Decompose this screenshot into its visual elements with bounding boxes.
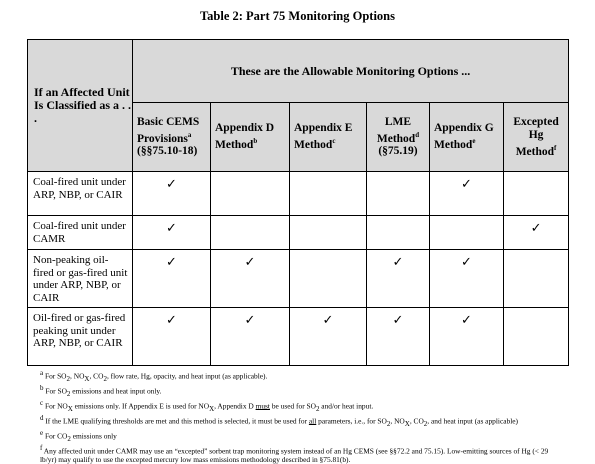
column-header-footnote-mark: f [554,143,557,152]
checkmark-icon: ✓ [367,250,430,308]
checkmark-icon: ✓ [504,216,569,250]
table-row [28,172,569,216]
column-header [133,103,211,172]
empty-cell [290,172,367,216]
empty-cell [430,216,504,250]
empty-cell [504,172,569,216]
unit-classification-cell: Coal-fired unit under ARP, NBP, or CAIR [28,172,133,216]
column-header [211,103,290,172]
checkmark-icon: ✓ [430,172,504,216]
checkmark-icon: ✓ [211,250,290,308]
checkmark-icon: ✓ [430,308,504,366]
column-header-label: Excepted Hg Method [513,115,559,158]
unit-classification-cell: Non-peaking oil-fired or gas-fired unit under ARP, NBP, or CAIR [28,250,133,308]
empty-cell [211,172,290,216]
column-header-footnote-mark: d [415,130,420,139]
checkmark-icon: ✓ [430,250,504,308]
empty-cell [504,250,569,308]
checkmark-icon: ✓ [211,308,290,366]
column-header-label: Appendix E Method [294,122,353,151]
column-header-label: Appendix D Method [215,122,275,151]
footnote-a: $^a$ For $SO_2$, $NO_X$, $CO_2$, flow rate, Hg, opacity, and heat input (as applicable). [40,369,268,383]
footnote-f: $^f$ Any affected unit under CAMR may use an “excepted” sorbent trap monitoring system instead of an Hg CEMS (see §§72.2 and 75.15). Low-emitting sources of Hg (< 29 lb/yr) may qualify to use the excepted mercury low mass emissions methodology described in §75.81(b). [40,443,549,464]
table-row [28,308,569,366]
empty-cell [290,216,367,250]
unit-classification-cell: Oil-fired or gas-fired peaking unit under ARP, NBP, or CAIR [28,308,133,366]
column-header-label: LME Method [376,115,416,145]
empty-cell [504,308,569,366]
table-row [28,216,569,250]
column-header-footnote-mark: b [253,137,258,146]
header-unit-classification: If an Affected Unit Is Classified as a . . . [28,40,133,172]
checkmark-icon: ✓ [367,308,430,366]
column-header [367,103,430,172]
column-header [504,103,569,172]
checkmark-icon: ✓ [133,308,211,366]
checkmark-icon: ✓ [290,308,367,366]
footnote-e: $^e$ For $CO_2$ emissions only [40,428,117,443]
column-header [290,103,367,172]
column-header-label: Basic CEMS Provisions [137,115,200,145]
column-header [430,103,504,172]
column-header-footnote-mark: a [187,130,192,139]
empty-cell [367,216,430,250]
column-header-section: (§75.19) [378,145,418,158]
column-header-section: (§§75.10-18) [137,145,198,158]
footnotes [40,369,560,464]
header-allowable-options: These are the Allowable Monitoring Options ... [133,40,569,103]
unit-classification-cell: Coal-fired unit under CAMR [28,216,133,250]
checkmark-icon: ✓ [133,216,211,250]
column-header-footnote-mark: c [332,137,336,146]
empty-cell [211,216,290,250]
empty-cell [367,172,430,216]
footnote-c: $^c$ For $NO_X$ emissions only. If Appendix E is used for $NO_X$, Appendix D must be used for $SO_2$ and/or heat input. [40,398,374,413]
footnote-b: $^b$ For $SO_2$ emissions and heat input only. [40,383,162,398]
table-title: Table 2: Part 75 Monitoring Options [199,9,396,23]
table-row [28,250,569,308]
monitoring-options-table [27,39,569,366]
checkmark-icon: ✓ [133,172,211,216]
column-header-footnote-mark: e [472,137,476,146]
checkmark-icon: ✓ [133,250,211,308]
empty-cell [290,250,367,308]
column-header-label: Appendix G Method [434,122,494,151]
footnote-d: $^d$ If the LME qualifying thresholds are met and this method is selected, it must be used for all parameters, i.e., for $SO_2$, $NO_X$, $CO_2$, and heat input (as applicable) [40,413,519,428]
